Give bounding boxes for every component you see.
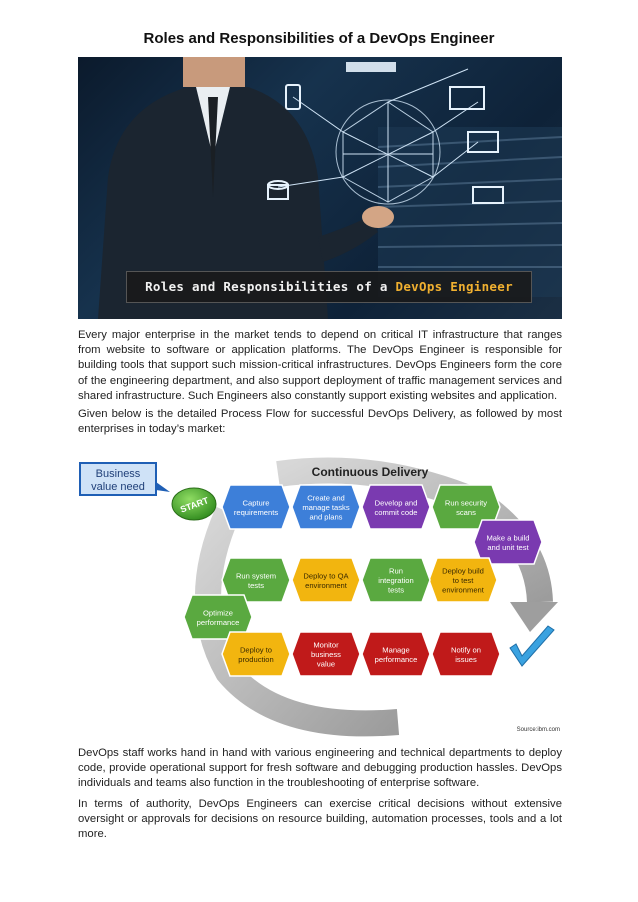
hero-image <box>78 57 562 319</box>
process-step-9-label: Run system <box>235 571 277 581</box>
process-step-4-label: scans <box>456 507 476 517</box>
process-step-13-label: Manage <box>382 645 410 655</box>
process-step-12-label: value <box>316 659 336 669</box>
diagram-svg <box>78 452 562 742</box>
process-step-10-label: performance <box>196 617 240 627</box>
process-step-6-label: Deploy build <box>442 566 484 576</box>
process-step-2-label: Create and <box>307 493 345 503</box>
process-step-10-label: Optimize <box>203 608 233 618</box>
process-step-7-label: integration <box>378 576 414 585</box>
callout-pointer <box>156 482 170 492</box>
process-step-4-label: Run security <box>444 498 488 508</box>
process-step-8-label: environment <box>305 580 347 590</box>
process-step-6-label: environment <box>442 585 484 595</box>
diagram-source: Source:ibm.com <box>516 727 560 733</box>
process-step-7-label: Run <box>389 566 403 576</box>
hero-banner <box>126 271 532 303</box>
process-step-5-label: Make a build <box>486 533 530 543</box>
callout-line-1: Business <box>95 468 141 480</box>
process-step-6-label: to test <box>452 576 474 585</box>
process-step-1-label: requirements <box>233 507 279 517</box>
process-step-2-label: and plans <box>309 512 343 522</box>
process-step-5-label: and unit test <box>487 542 529 552</box>
process-step-1-label: Capture <box>242 498 270 508</box>
checkmark-icon <box>510 626 554 666</box>
diagram-title: Continuous Delivery <box>311 465 429 479</box>
process-step-14-label: issues <box>455 654 477 664</box>
process-step-3-label: commit code <box>374 507 418 517</box>
process-step-7-label: tests <box>387 585 405 595</box>
hero-banner-text: Roles and Responsibilities of a <box>145 279 396 294</box>
page-title: Roles and Responsibilities of a DevOps Engineer <box>143 30 495 47</box>
continuous-delivery-diagram <box>78 452 562 742</box>
hero-banner-highlight: DevOps Engineer <box>395 279 513 294</box>
process-step-3-label: Develop and <box>374 498 418 508</box>
paragraph-process-intro: Given below is the detailed Process Flow for successful DevOps Delivery, as followed by most enterprises in today’s market: <box>78 408 562 436</box>
process-step-2-label: manage tasks <box>302 503 350 512</box>
callout-line-2: value need <box>91 481 145 493</box>
process-step-11-label: Deploy to <box>239 645 273 655</box>
paragraph-staff: DevOps staff works hand in hand with various engineering and technical departments to deploy code, provide operational support for fresh software and debugging production hassles. DevOps individuals and teams also function in the troubleshooting of enterprise software. <box>78 747 562 790</box>
paragraph-intro: Every major enterprise in the market tends to depend on critical IT infrastructure that ranges from website to software or application platforms. The DevOps Engineer is responsible for building tools that support such mission-critical infrastructures. DevOps Engineers form the core of the engineering department, and also support deployment of traffic management services and shared infrastructure. Such Engineers also constantly support existing websites and application. <box>78 329 562 402</box>
start-label: START <box>178 495 210 515</box>
process-step-12-label: business <box>311 650 341 659</box>
process-step-11-label: production <box>238 654 274 664</box>
process-step-14-label: Notify on <box>451 645 481 655</box>
process-step-9-label: tests <box>247 580 265 590</box>
process-step-12-label: Monitor <box>313 640 339 650</box>
process-step-13-label: performance <box>374 654 418 664</box>
process-step-8-label: Deploy to QA <box>303 571 349 581</box>
paragraph-authority: In terms of authority, DevOps Engineers can exercise critical decisions without extensive oversight or approvals for decisions on resource building, automation processes, tools and a lot more. <box>78 798 562 841</box>
